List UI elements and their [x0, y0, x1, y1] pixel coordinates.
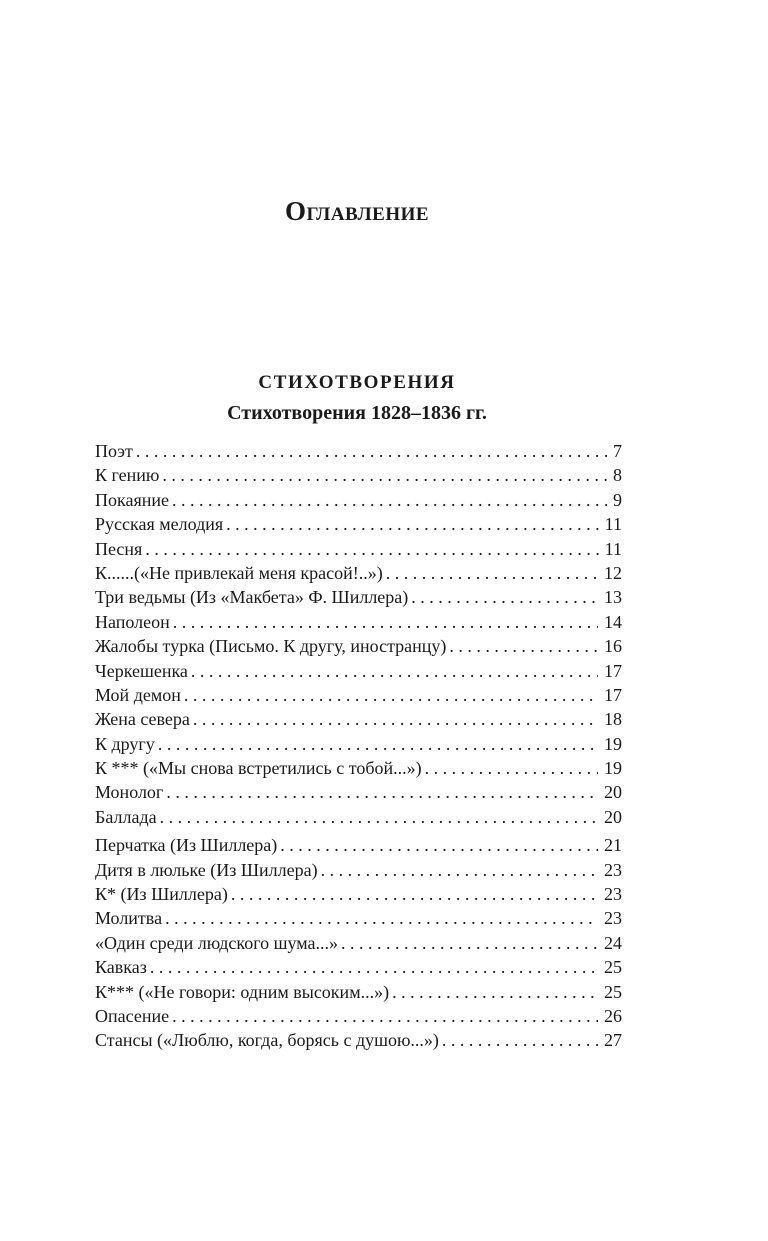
- toc-entry-title: К......(«Не привлекай меня красой!..»): [95, 562, 383, 583]
- toc-entry[interactable]: [95, 882, 622, 906]
- dot-leader: [184, 683, 598, 707]
- toc-entry-title: К *** («Мы снова встретились с тобой...»): [95, 758, 422, 779]
- toc-entry-title: Поэт: [95, 441, 133, 461]
- toc-entry[interactable]: [95, 439, 622, 463]
- dot-leader: [321, 858, 598, 882]
- toc-entry[interactable]: [95, 707, 622, 731]
- dot-leader: [231, 882, 598, 906]
- toc-entry[interactable]: [95, 634, 622, 658]
- toc-entry-page-number: 21: [604, 835, 622, 856]
- toc-entry-title: Стансы («Люблю, когда, борясь с душою...»): [95, 1030, 439, 1051]
- toc-entry[interactable]: [95, 585, 622, 609]
- toc-entry-page-number: 9: [613, 489, 622, 510]
- toc-entry[interactable]: [95, 537, 622, 561]
- toc-entry-page-number: 13: [604, 587, 622, 608]
- toc-entry-title: К*** («Не говори: одним высоким...»): [95, 981, 390, 1002]
- table-of-contents: [95, 439, 622, 1053]
- toc-entry-title: Кавказ: [95, 957, 147, 978]
- toc-entry-title: Баллада: [95, 806, 157, 827]
- toc-entry-title: К гению: [95, 465, 160, 486]
- toc-entry[interactable]: [95, 512, 622, 536]
- dot-leader: [449, 634, 598, 658]
- toc-entry-title: Перчатка (Из Шиллера): [95, 835, 278, 856]
- dot-leader: [172, 1004, 598, 1028]
- toc-entry-page-number: 19: [604, 733, 622, 754]
- toc-entry-page-number: 23: [604, 859, 622, 880]
- toc-entry[interactable]: [95, 955, 622, 979]
- dot-leader: [158, 732, 598, 756]
- toc-entry-page-number: 23: [604, 884, 622, 905]
- toc-entry[interactable]: [95, 683, 622, 707]
- toc-entry[interactable]: [95, 659, 622, 683]
- toc-entry-title: Наполеон: [95, 611, 170, 632]
- toc-entry-page-number: 17: [604, 684, 622, 705]
- dot-leader: [172, 488, 607, 512]
- dot-leader: [165, 906, 598, 930]
- toc-entry-title: Опасение: [95, 1005, 170, 1026]
- toc-entry[interactable]: [95, 858, 622, 882]
- dot-leader: [442, 1028, 598, 1052]
- toc-entry-page-number: 18: [604, 709, 622, 730]
- dot-leader: [191, 659, 598, 683]
- toc-entry-page-number: 14: [604, 611, 622, 632]
- toc-entry-page-number: 11: [604, 514, 622, 535]
- dot-leader: [425, 756, 598, 780]
- toc-entry-title: Монолог: [95, 782, 164, 803]
- dot-leader: [150, 955, 598, 979]
- dot-leader: [166, 780, 598, 804]
- dot-leader: [392, 980, 598, 1004]
- toc-entry-page-number: 27: [604, 1030, 622, 1051]
- toc-entry-title: Мой демон: [95, 684, 181, 705]
- dot-leader: [193, 707, 598, 731]
- toc-entry-title: Дитя в люльке (Из Шиллера): [95, 859, 318, 880]
- toc-entry-title: Жалобы турка (Письмо. К другу, иностранцу): [95, 636, 447, 657]
- dot-leader: [173, 610, 598, 634]
- dot-leader: [280, 833, 598, 857]
- toc-entry[interactable]: [95, 805, 622, 829]
- toc-entry-page-number: 25: [604, 981, 622, 1002]
- toc-entry[interactable]: [95, 931, 622, 955]
- toc-entry-page-number: 12: [604, 562, 622, 583]
- dot-leader: [341, 931, 598, 955]
- toc-entry[interactable]: [95, 980, 622, 1004]
- dot-leader: [411, 585, 598, 609]
- subsection-heading: Стихотворения 1828–1836 гг.: [227, 402, 487, 424]
- toc-entry-title: Покаяние: [95, 489, 169, 510]
- toc-entry-page-number: 8: [613, 465, 622, 486]
- toc-entry[interactable]: [95, 732, 622, 756]
- toc-entry-page-number: 25: [604, 957, 622, 978]
- toc-entry-title: Черкешенка: [95, 660, 188, 681]
- toc-entry-page-number: 17: [604, 660, 622, 681]
- dot-leader: [226, 512, 599, 536]
- dot-leader: [162, 463, 607, 487]
- toc-entry[interactable]: [95, 561, 622, 585]
- page-title: Оглавление: [284, 196, 430, 226]
- toc-entry-page-number: 16: [604, 636, 622, 657]
- toc-entry[interactable]: [95, 1004, 622, 1028]
- toc-entry-page-number: 23: [604, 908, 622, 929]
- toc-entry-title: «Один среди людского шума...»: [95, 932, 339, 953]
- toc-entry[interactable]: [95, 780, 622, 804]
- dot-leader: [386, 561, 598, 585]
- toc-entry[interactable]: [95, 463, 622, 487]
- toc-entry-page-number: 11: [604, 538, 622, 559]
- toc-entry[interactable]: [95, 1028, 622, 1052]
- toc-entry-page-number: 7: [613, 441, 622, 461]
- toc-entry-page-number: 26: [604, 1005, 622, 1026]
- toc-entry-title: Песня: [95, 538, 143, 559]
- section-heading: СТИХОТВОРЕНИЯ: [258, 372, 456, 393]
- toc-entry-page-number: 20: [604, 806, 622, 827]
- dot-leader: [160, 805, 598, 829]
- toc-entry[interactable]: [95, 833, 622, 857]
- dot-leader: [145, 537, 598, 561]
- toc-entry-title: К* (Из Шиллера): [95, 884, 228, 905]
- toc-entry[interactable]: [95, 906, 622, 930]
- toc-entry[interactable]: [95, 756, 622, 780]
- toc-entry-title: Три ведьмы (Из «Макбета» Ф. Шиллера): [95, 587, 409, 608]
- toc-entry[interactable]: [95, 610, 622, 634]
- toc-entry-title: Жена севера: [95, 709, 190, 730]
- toc-entry-title: Молитва: [95, 908, 163, 929]
- toc-entry-page-number: 19: [604, 758, 622, 779]
- toc-entry-title: Русская мелодия: [95, 514, 224, 535]
- toc-entry-title: К другу: [95, 733, 155, 754]
- toc-entry-page-number: 20: [604, 782, 622, 803]
- dot-leader: [136, 439, 607, 463]
- toc-entry[interactable]: [95, 488, 622, 512]
- toc-entry-page-number: 24: [604, 932, 622, 953]
